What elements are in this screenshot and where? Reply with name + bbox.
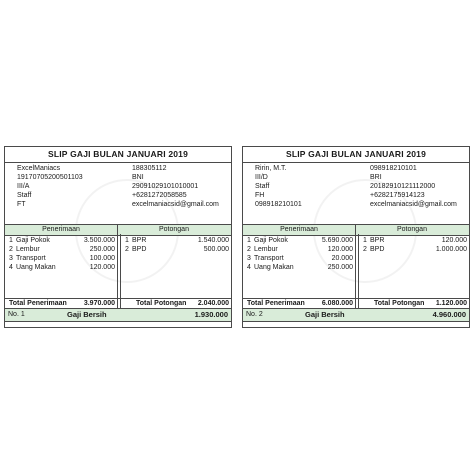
deduction-row	[121, 245, 231, 254]
info-right: 188305112	[132, 165, 167, 172]
total-deduction-amount: 2.040.000	[197, 300, 229, 307]
info-left: 19170705200501103	[17, 174, 83, 181]
info-left: Ririn, M.T.	[255, 165, 287, 172]
slip-title: SLIP GAJI BULAN JANUARI 2019	[47, 149, 189, 159]
divider	[243, 162, 469, 163]
row-name: BPR	[370, 237, 385, 244]
net-salary-label: Gaji Bersih	[67, 310, 107, 319]
total-income-label: Total Penerimaan	[9, 300, 67, 307]
info-right: +6282175914123	[370, 192, 425, 199]
row-number: 2	[125, 246, 129, 253]
deduction-header: Potongan	[159, 226, 189, 233]
row-amount: 1.540.000	[197, 237, 229, 244]
total-deduction-amount: 1.120.000	[435, 300, 467, 307]
salary-slip-1	[4, 146, 232, 328]
total-income-label: Total Penerimaan	[247, 300, 305, 307]
row-name: Lembur	[16, 246, 40, 253]
row-amount: 120.000	[441, 237, 467, 244]
row-number: 2	[9, 246, 13, 253]
section-header	[5, 224, 231, 236]
info-right: 098918210101	[370, 165, 417, 172]
income-row	[243, 236, 355, 245]
row-name: Uang Makan	[16, 264, 56, 271]
income-row	[243, 245, 355, 254]
column-divider	[355, 224, 356, 308]
info-left: III/D	[255, 174, 268, 181]
deduction-row	[359, 245, 469, 254]
slip-title: SLIP GAJI BULAN JANUARI 2019	[285, 149, 427, 159]
info-right: BNI	[132, 174, 144, 181]
row-number: 2	[247, 246, 251, 253]
info-left: Staff	[17, 192, 32, 199]
salary-slip-2	[242, 146, 470, 328]
total-income-amount: 6.080.000	[321, 300, 353, 307]
row-amount: 500.000	[203, 246, 229, 253]
net-salary-amount: 4.960.000	[432, 310, 466, 319]
row-number: 4	[247, 264, 251, 271]
info-left: 098918210101	[255, 201, 302, 208]
income-row	[5, 254, 117, 263]
employee-info	[243, 164, 469, 209]
slip-number: No. 2	[246, 311, 263, 318]
row-number: 1	[9, 237, 13, 244]
row-amount: 5.690.000	[321, 237, 353, 244]
row-amount: 120.000	[327, 246, 353, 253]
row-name: BPD	[370, 246, 385, 253]
info-left: Staff	[255, 183, 270, 190]
row-number: 3	[9, 255, 13, 262]
row-name: BPR	[132, 237, 147, 244]
row-amount: 3.500.000	[83, 237, 115, 244]
employee-info	[5, 164, 231, 209]
row-name: Gaji Pokok	[254, 237, 288, 244]
row-name: Gaji Pokok	[16, 237, 50, 244]
total-deduction-label: Total Potongan	[136, 300, 187, 307]
row-amount: 120.000	[89, 264, 115, 271]
deduction-row	[121, 236, 231, 245]
net-salary-row	[243, 309, 469, 322]
info-right: excelmaniacsid@gmail.com	[132, 201, 219, 208]
info-left: FH	[255, 192, 265, 199]
row-amount: 250.000	[89, 246, 115, 253]
net-salary-label: Gaji Bersih	[305, 310, 345, 319]
info-right: BRI	[370, 174, 382, 181]
info-left: ExcelManiacs	[17, 165, 61, 172]
info-right: +6281272058585	[132, 192, 187, 199]
row-number: 1	[247, 237, 251, 244]
row-amount: 20.000	[331, 255, 353, 262]
row-number: 3	[247, 255, 251, 262]
net-salary-row	[5, 309, 231, 322]
row-name: Transport	[254, 255, 284, 262]
totals-row	[243, 299, 469, 308]
income-row	[5, 245, 117, 254]
row-name: Transport	[16, 255, 46, 262]
row-name: Uang Makan	[254, 264, 294, 271]
deduction-row	[359, 236, 469, 245]
income-header: Penerimaan	[42, 226, 80, 233]
divider	[5, 162, 231, 163]
deduction-header: Potongan	[397, 226, 427, 233]
info-right: excelmaniacsid@gmail.com	[370, 201, 457, 208]
row-number: 1	[125, 237, 129, 244]
row-name: BPD	[132, 246, 147, 253]
row-number: 2	[363, 246, 367, 253]
total-deduction-label: Total Potongan	[374, 300, 425, 307]
income-row	[5, 236, 117, 245]
totals-row	[5, 299, 231, 308]
row-amount: 100.000	[89, 255, 115, 262]
info-right: 20182910121112000	[370, 183, 436, 190]
total-income-amount: 3.970.000	[83, 300, 115, 307]
income-row	[243, 263, 355, 272]
income-header: Penerimaan	[280, 226, 318, 233]
row-amount: 1.000.000	[435, 246, 467, 253]
info-right: 29091029101010001	[132, 183, 199, 190]
slip-number: No. 1	[8, 311, 25, 318]
row-name: Lembur	[254, 246, 278, 253]
column-divider	[117, 224, 118, 308]
section-header	[243, 224, 469, 236]
income-row	[243, 254, 355, 263]
row-amount: 250.000	[327, 264, 353, 271]
info-left: III/A	[17, 183, 30, 190]
info-left: FT	[17, 201, 26, 208]
row-number: 1	[363, 237, 367, 244]
income-row	[5, 263, 117, 272]
row-number: 4	[9, 264, 13, 271]
net-salary-amount: 1.930.000	[194, 310, 228, 319]
